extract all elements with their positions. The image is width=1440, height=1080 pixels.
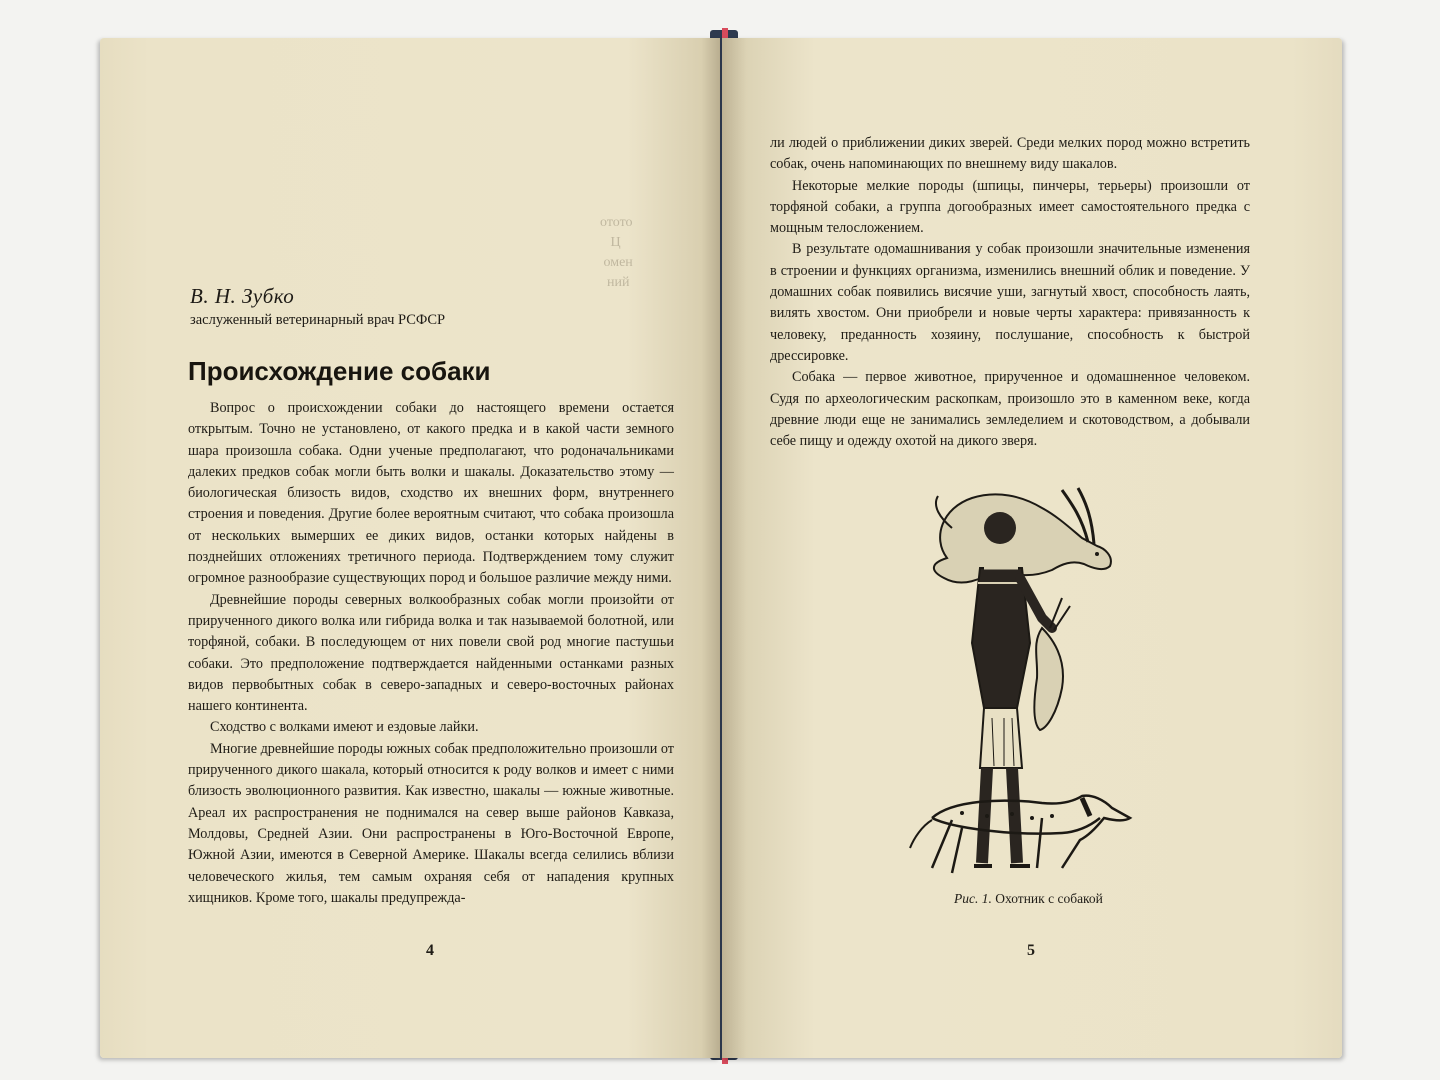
open-book [100, 38, 1345, 1060]
paragraph: Сходство с волками имеют и ездовые лайки. [210, 719, 479, 736]
chapter-title: Происхождение собаки [188, 356, 491, 386]
paragraph: Древнейшие породы северных волкообразных собак могли произойти от прирученного дикого волка или гибрида волка и так называемой болотной, или торфяной, собаки. В последующем от них повели свой род многие пастушьи собаки. Это предположение подтверждается найденными останками разных видов первобытных собак в северо-западных и северо-восточных районах нашего континента. [188, 591, 674, 715]
hunter-with-dog-illustration [892, 468, 1152, 888]
paragraph: Многие древнейшие породы южных собак предположительно произошли от прирученного дикого шакала, который относится к роду волков и имеет с ними близость эволюционного развития. Как известно, шакалы — южные животные. Ареал их распространения не поднимался на север выше районов Кавказа, Молдовы, Средней Азии. Они распространены в Юго-Восточной Европе, Южной Азии, имеются в Северной Америке. Шакалы всегда селились вблизи человеческого жилья, тем самым охраняя себя от нападения крупных хищников. Кроме того, шакалы предупрежда- [188, 740, 674, 906]
caption-text: Охотник с собакой [991, 891, 1103, 906]
page-number: 5 [1027, 942, 1035, 959]
paragraph: Собака — первое животное, прирученное и одомашненное человеком. Судя по археологическим раскопкам, произошло это в каменном веке, когда древние люди еще не занимались земледелием и скотоводством, а добывали себе пищу и одежду охотой на дикого зверя. [770, 369, 1250, 450]
figure-caption [954, 891, 1103, 907]
left-body-text [188, 398, 674, 909]
paragraph: В результате одомашнивания у собак произошли значительные изменения в строении и функциях организма, изменились внешний облик и поведение. У домашних собак появились висячие уши, загнутый хвост, способность лаять, вилять хвостом. Они приобрели и новые черты характера: привязанность к человеку, преданность хозяину, послушание, способность к быстрой дрессировке. [770, 241, 1250, 364]
right-page [722, 38, 1342, 1058]
paragraph: Некоторые мелкие породы (шпицы, пинчеры, терьеры) произошли от торфяной собаки, а группа догообразных имеет самостоятельного предка с мощным телосложением. [770, 177, 1250, 237]
right-body-text [770, 133, 1250, 452]
author-name: В. Н. Зубко [190, 284, 295, 308]
caption-label: Рис. 1. [954, 891, 992, 906]
left-page [100, 38, 720, 1058]
paragraph-continuation: ли людей о приближении диких зверей. Среди мелких пород можно встретить собак, очень напоминающих по внешнему виду шакалов. [770, 135, 1250, 173]
paragraph: Вопрос о происхождении собаки до настоящего времени остается открытым. Точно не установлено, от какого предка и в какой части земного шара произошла собака. Одни ученые предполагают, что родоначальниками далеких предков собак могли быть волки и шакалы. Доказательство этому — биологическая близость видов, сходство их внешних форм, внутреннего строения и поведения. Другие более вероятным считают, что собака произошла от нескольких вымерших ее диких видов, останки которых найдены в позднейших отложениях третичного периода. Подтверждением тому служит огромное разнообразие существующих пород и большое различие между ними. [188, 400, 674, 587]
show-through-text: отото Ц омен ний [600, 215, 633, 290]
author-title: заслуженный ветеринарный врач РСФСР [190, 312, 446, 328]
page-number: 4 [426, 942, 434, 959]
